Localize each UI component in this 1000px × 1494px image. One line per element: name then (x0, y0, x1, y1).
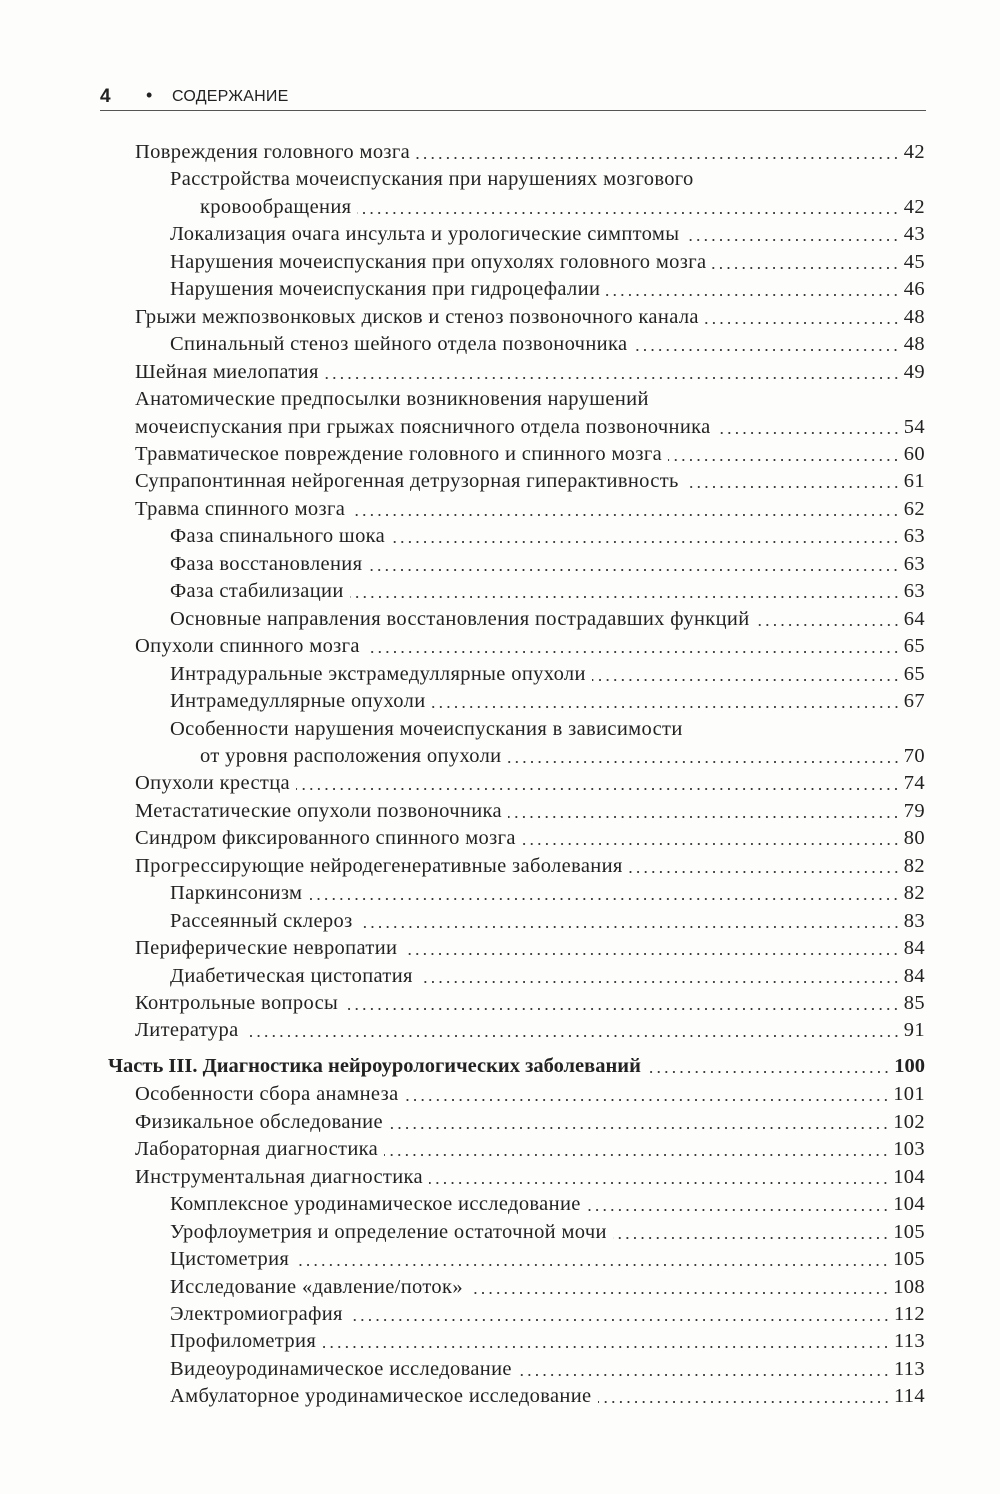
dot-leader (685, 485, 900, 489)
toc-entry-page: 108 (893, 1275, 925, 1298)
toc-entry-title: Урофлоуметрия и определение остаточной мочи (170, 1220, 607, 1243)
toc-entry[interactable] (135, 935, 925, 962)
toc-entry[interactable] (170, 908, 925, 935)
toc-entry-title: Спинальный стеноз шейного отдела позвоночника (170, 333, 628, 356)
toc-entry[interactable] (170, 880, 925, 907)
toc-entry-page: 101 (893, 1083, 925, 1106)
dot-leader (416, 156, 900, 160)
dot-leader (350, 595, 900, 599)
toc-entry[interactable] (170, 1356, 925, 1383)
toc-entry[interactable] (170, 606, 925, 633)
toc-entry-title: Метастатические опухоли позвоночника (135, 799, 502, 822)
toc-entry[interactable] (135, 496, 925, 523)
toc-entry-page: 114 (893, 1385, 925, 1408)
toc-entry[interactable] (135, 1136, 925, 1163)
toc-entry-title: Рассеянный склероз (170, 909, 353, 932)
toc-entry-title: Грыжи межпозвонковых дисков и стеноз позвоночного канала (135, 305, 699, 328)
toc-entry-title: Травматическое повреждение головного и спинного мозга (135, 442, 663, 465)
toc-entry-page: 79 (903, 799, 925, 822)
toc-entry[interactable] (170, 1301, 925, 1328)
toc-entry-page: 112 (893, 1302, 925, 1325)
dot-leader (508, 760, 900, 764)
dot-leader (685, 238, 899, 242)
toc-entry-title-continued: мочеиспускания при грыжах поясничного отдела позвоночника (135, 415, 711, 438)
toc-entry[interactable] (135, 633, 925, 660)
toc-entry-page: 113 (893, 1357, 925, 1380)
toc-entry[interactable] (170, 221, 925, 248)
toc-entry-title: Комплексное уродинамическое исследование (170, 1193, 581, 1216)
dot-leader (322, 1345, 890, 1349)
toc-entry-title: Опухоли спинного мозга (135, 635, 360, 658)
toc-entry-page: 82 (903, 882, 925, 905)
toc-entry-title: Литература (135, 1019, 239, 1042)
toc-entry[interactable] (135, 990, 925, 1017)
toc-entry-page: 67 (903, 690, 925, 712)
toc-entry-title-continued: кровообращения (200, 195, 352, 218)
toc-entry-title: Синдром фиксированного спинного мозга (135, 827, 516, 850)
toc-entry[interactable] (135, 386, 925, 413)
toc-entry-title: Нарушения мочеиспускания при опухолях головного мозга (170, 250, 707, 273)
toc-entry-page: 104 (893, 1165, 925, 1188)
dot-leader (366, 650, 900, 654)
toc-entry-page: 85 (903, 992, 925, 1014)
toc-entry[interactable] (135, 1164, 925, 1191)
toc-entry-title: Особенности сбора анамнеза (135, 1083, 399, 1106)
toc-entry-page: 83 (903, 909, 925, 932)
dot-leader (647, 1070, 890, 1074)
toc-entry[interactable] (170, 523, 925, 550)
toc-entry-page: 45 (903, 250, 925, 273)
toc-entry-page: 65 (903, 635, 925, 658)
toc-entry-page: 84 (903, 964, 925, 987)
toc-entry-title: Исследование «давление/поток» (170, 1275, 463, 1298)
toc-entry-page: 103 (893, 1138, 925, 1161)
toc-entry-page: 82 (903, 854, 925, 877)
toc-entry-page: 64 (903, 607, 925, 630)
dot-leader (717, 431, 900, 435)
toc-entry[interactable] (135, 1109, 925, 1136)
toc-entry[interactable] (170, 1328, 925, 1355)
toc-entry-page: 54 (903, 415, 925, 438)
toc-entry-title: Локализация очага инсульта и урологические симптомы (170, 223, 680, 246)
toc-entry[interactable] (170, 688, 925, 715)
dot-leader (368, 568, 899, 572)
toc-entry[interactable] (170, 963, 925, 990)
toc-entry-continuation[interactable] (200, 194, 925, 221)
toc-entry-page: 80 (903, 827, 925, 850)
toc-entry-title: Шейная миелопатия (135, 360, 319, 383)
toc-entry-page: 105 (893, 1220, 925, 1243)
dot-leader (606, 293, 900, 297)
bullet-separator: • (146, 85, 153, 105)
toc-entry[interactable] (170, 1246, 925, 1273)
toc-entry-page: 104 (893, 1193, 925, 1216)
toc-entry-page: 63 (903, 552, 925, 575)
dot-leader (403, 952, 899, 956)
dot-leader (349, 1318, 890, 1322)
toc-entry-title: Анатомические предпосылки возникновения нарушений (135, 388, 649, 410)
toc-entry-title: Паркинсонизм (170, 882, 303, 905)
dot-leader (429, 1181, 889, 1185)
toc-entry-title: Расстройства мочеиспускания при нарушениях мозгового (170, 168, 694, 191)
dot-leader (613, 1236, 889, 1240)
toc-entry[interactable] (135, 441, 925, 468)
toc-entry-title: Цистометрия (170, 1248, 290, 1270)
toc-entry-title: Нарушения мочеиспускания при гидроцефалии (170, 278, 601, 301)
toc-entry-title: Контрольные вопросы (135, 992, 339, 1014)
toc-entry-title: Фаза спинального шока (170, 525, 386, 548)
dot-leader (359, 925, 900, 929)
toc-entry-title: Физикальное обследование (135, 1110, 383, 1133)
toc-entry[interactable] (170, 331, 925, 358)
toc-entry-title-continued: от уровня расположения опухоли (200, 744, 502, 767)
toc-entry-page: 65 (903, 662, 925, 685)
toc-entry-title: Видеоуродинамическое исследование (170, 1357, 512, 1380)
toc-entry-page: 100 (894, 1054, 925, 1077)
toc-entry-title: Лабораторная диагностика (135, 1138, 379, 1161)
dot-leader (344, 1007, 900, 1011)
toc-entry-page: 105 (893, 1248, 925, 1270)
toc-entry[interactable] (135, 853, 925, 880)
dot-leader (508, 815, 900, 819)
toc-entry[interactable] (170, 1383, 925, 1410)
toc-entry-page: 74 (903, 772, 925, 795)
toc-entry-title: Особенности нарушения мочеиспускания в зависимости (170, 717, 683, 740)
section-title: СОДЕРЖАНИЕ (172, 88, 289, 105)
toc-entry[interactable] (135, 1081, 925, 1108)
toc-entry-page: 42 (903, 141, 925, 163)
toc-entry[interactable] (170, 661, 925, 688)
toc-entry[interactable] (135, 825, 925, 852)
dot-leader (598, 1400, 890, 1404)
toc-entry-title: Часть III. Диагностика нейроурологических заболеваний (108, 1054, 641, 1077)
toc-entry-title: Профилометрия (170, 1330, 317, 1353)
toc-entry-page: 43 (903, 223, 925, 246)
toc-entry[interactable] (135, 1017, 925, 1044)
toc-entry-page: 63 (903, 580, 925, 603)
toc-entry[interactable] (170, 1274, 925, 1301)
toc-entry-page: 46 (903, 278, 925, 301)
dot-leader (296, 787, 900, 791)
toc-entry-page: 42 (903, 195, 925, 218)
dot-leader (668, 458, 900, 462)
toc-entry-page: 62 (903, 497, 925, 520)
toc-entry[interactable] (135, 798, 925, 825)
toc-part-heading[interactable] (108, 1053, 925, 1080)
toc-entry[interactable] (170, 1219, 925, 1246)
toc-entry-page: 61 (903, 470, 925, 493)
toc-entry-page: 49 (903, 360, 925, 383)
dot-leader (245, 1034, 900, 1038)
toc-entry-title: Диабетическая цистопатия (170, 964, 413, 987)
toc-entry[interactable] (135, 359, 925, 386)
toc-entry-page: 63 (903, 525, 925, 548)
dot-leader (308, 897, 899, 901)
toc-entry[interactable] (170, 276, 925, 303)
toc-entry-title: Фаза стабилизации (170, 580, 344, 603)
toc-entry-page: 48 (903, 333, 925, 356)
toc-entry-title: Супрапонтинная нейрогенная детрузорная гиперактивность (135, 470, 679, 493)
toc-entry[interactable] (135, 139, 925, 166)
dot-leader (633, 348, 899, 352)
toc-entry-title: Интрамедуллярные опухоли (170, 690, 426, 712)
toc-entry-page: 84 (903, 937, 925, 960)
dot-leader (357, 211, 899, 215)
dot-leader (756, 623, 900, 627)
toc-entry-title: Травма спинного мозга (135, 497, 346, 520)
dot-leader (405, 1098, 890, 1102)
toc-entry-title: Прогрессирующие нейродегенеративные заболевания (135, 854, 623, 877)
toc-entry-title: Периферические невропатии (135, 937, 398, 960)
dot-leader (419, 980, 900, 984)
toc-entry-title: Интрадуральные экстрамедуллярные опухоли (170, 662, 586, 685)
dot-leader (325, 376, 900, 380)
toc-entry[interactable] (170, 249, 925, 276)
toc-entry-page: 102 (893, 1110, 925, 1133)
toc-entry-page: 113 (893, 1330, 925, 1353)
toc-entry[interactable] (135, 304, 925, 331)
toc-entry[interactable] (170, 166, 925, 193)
dot-leader (592, 678, 900, 682)
dot-leader (432, 705, 900, 709)
toc-entry-page: 60 (903, 442, 925, 465)
toc-entry[interactable] (135, 468, 925, 495)
dot-leader (351, 513, 900, 517)
dot-leader (295, 1263, 889, 1267)
toc-entry-page: 48 (903, 305, 925, 328)
toc-entry[interactable] (170, 578, 925, 605)
toc-entry-page: 70 (903, 744, 925, 767)
toc-entry-title: Опухоли крестца (135, 772, 290, 795)
toc-entry-continuation[interactable] (135, 414, 925, 441)
dot-leader (384, 1153, 889, 1157)
toc-entry[interactable] (170, 1191, 925, 1218)
dot-leader (522, 842, 900, 846)
dot-leader (712, 266, 899, 270)
dot-leader (518, 1373, 890, 1377)
toc-entry[interactable] (170, 551, 925, 578)
dot-leader (391, 540, 900, 544)
dot-leader (587, 1208, 889, 1212)
toc-entry-continuation[interactable] (200, 743, 925, 770)
page-number: 4 (100, 86, 111, 107)
dot-leader (469, 1291, 889, 1295)
toc-entry[interactable] (170, 716, 925, 743)
toc-entry-title: Основные направления восстановления пострадавших функций (170, 607, 750, 630)
toc-entry-title: Инструментальная диагностика (135, 1165, 423, 1188)
toc-entry-page: 91 (903, 1019, 925, 1042)
dot-leader (705, 321, 900, 325)
dot-leader (629, 870, 900, 874)
toc-entry-title: Повреждения головного мозга (135, 141, 411, 163)
toc-entry-title: Амбулаторное уродинамическое исследование (170, 1385, 592, 1408)
toc-entry-title: Фаза восстановления (170, 552, 363, 575)
dot-leader (389, 1126, 889, 1130)
toc-entry[interactable] (135, 770, 925, 797)
toc-entry-title: Электромиография (170, 1302, 343, 1325)
